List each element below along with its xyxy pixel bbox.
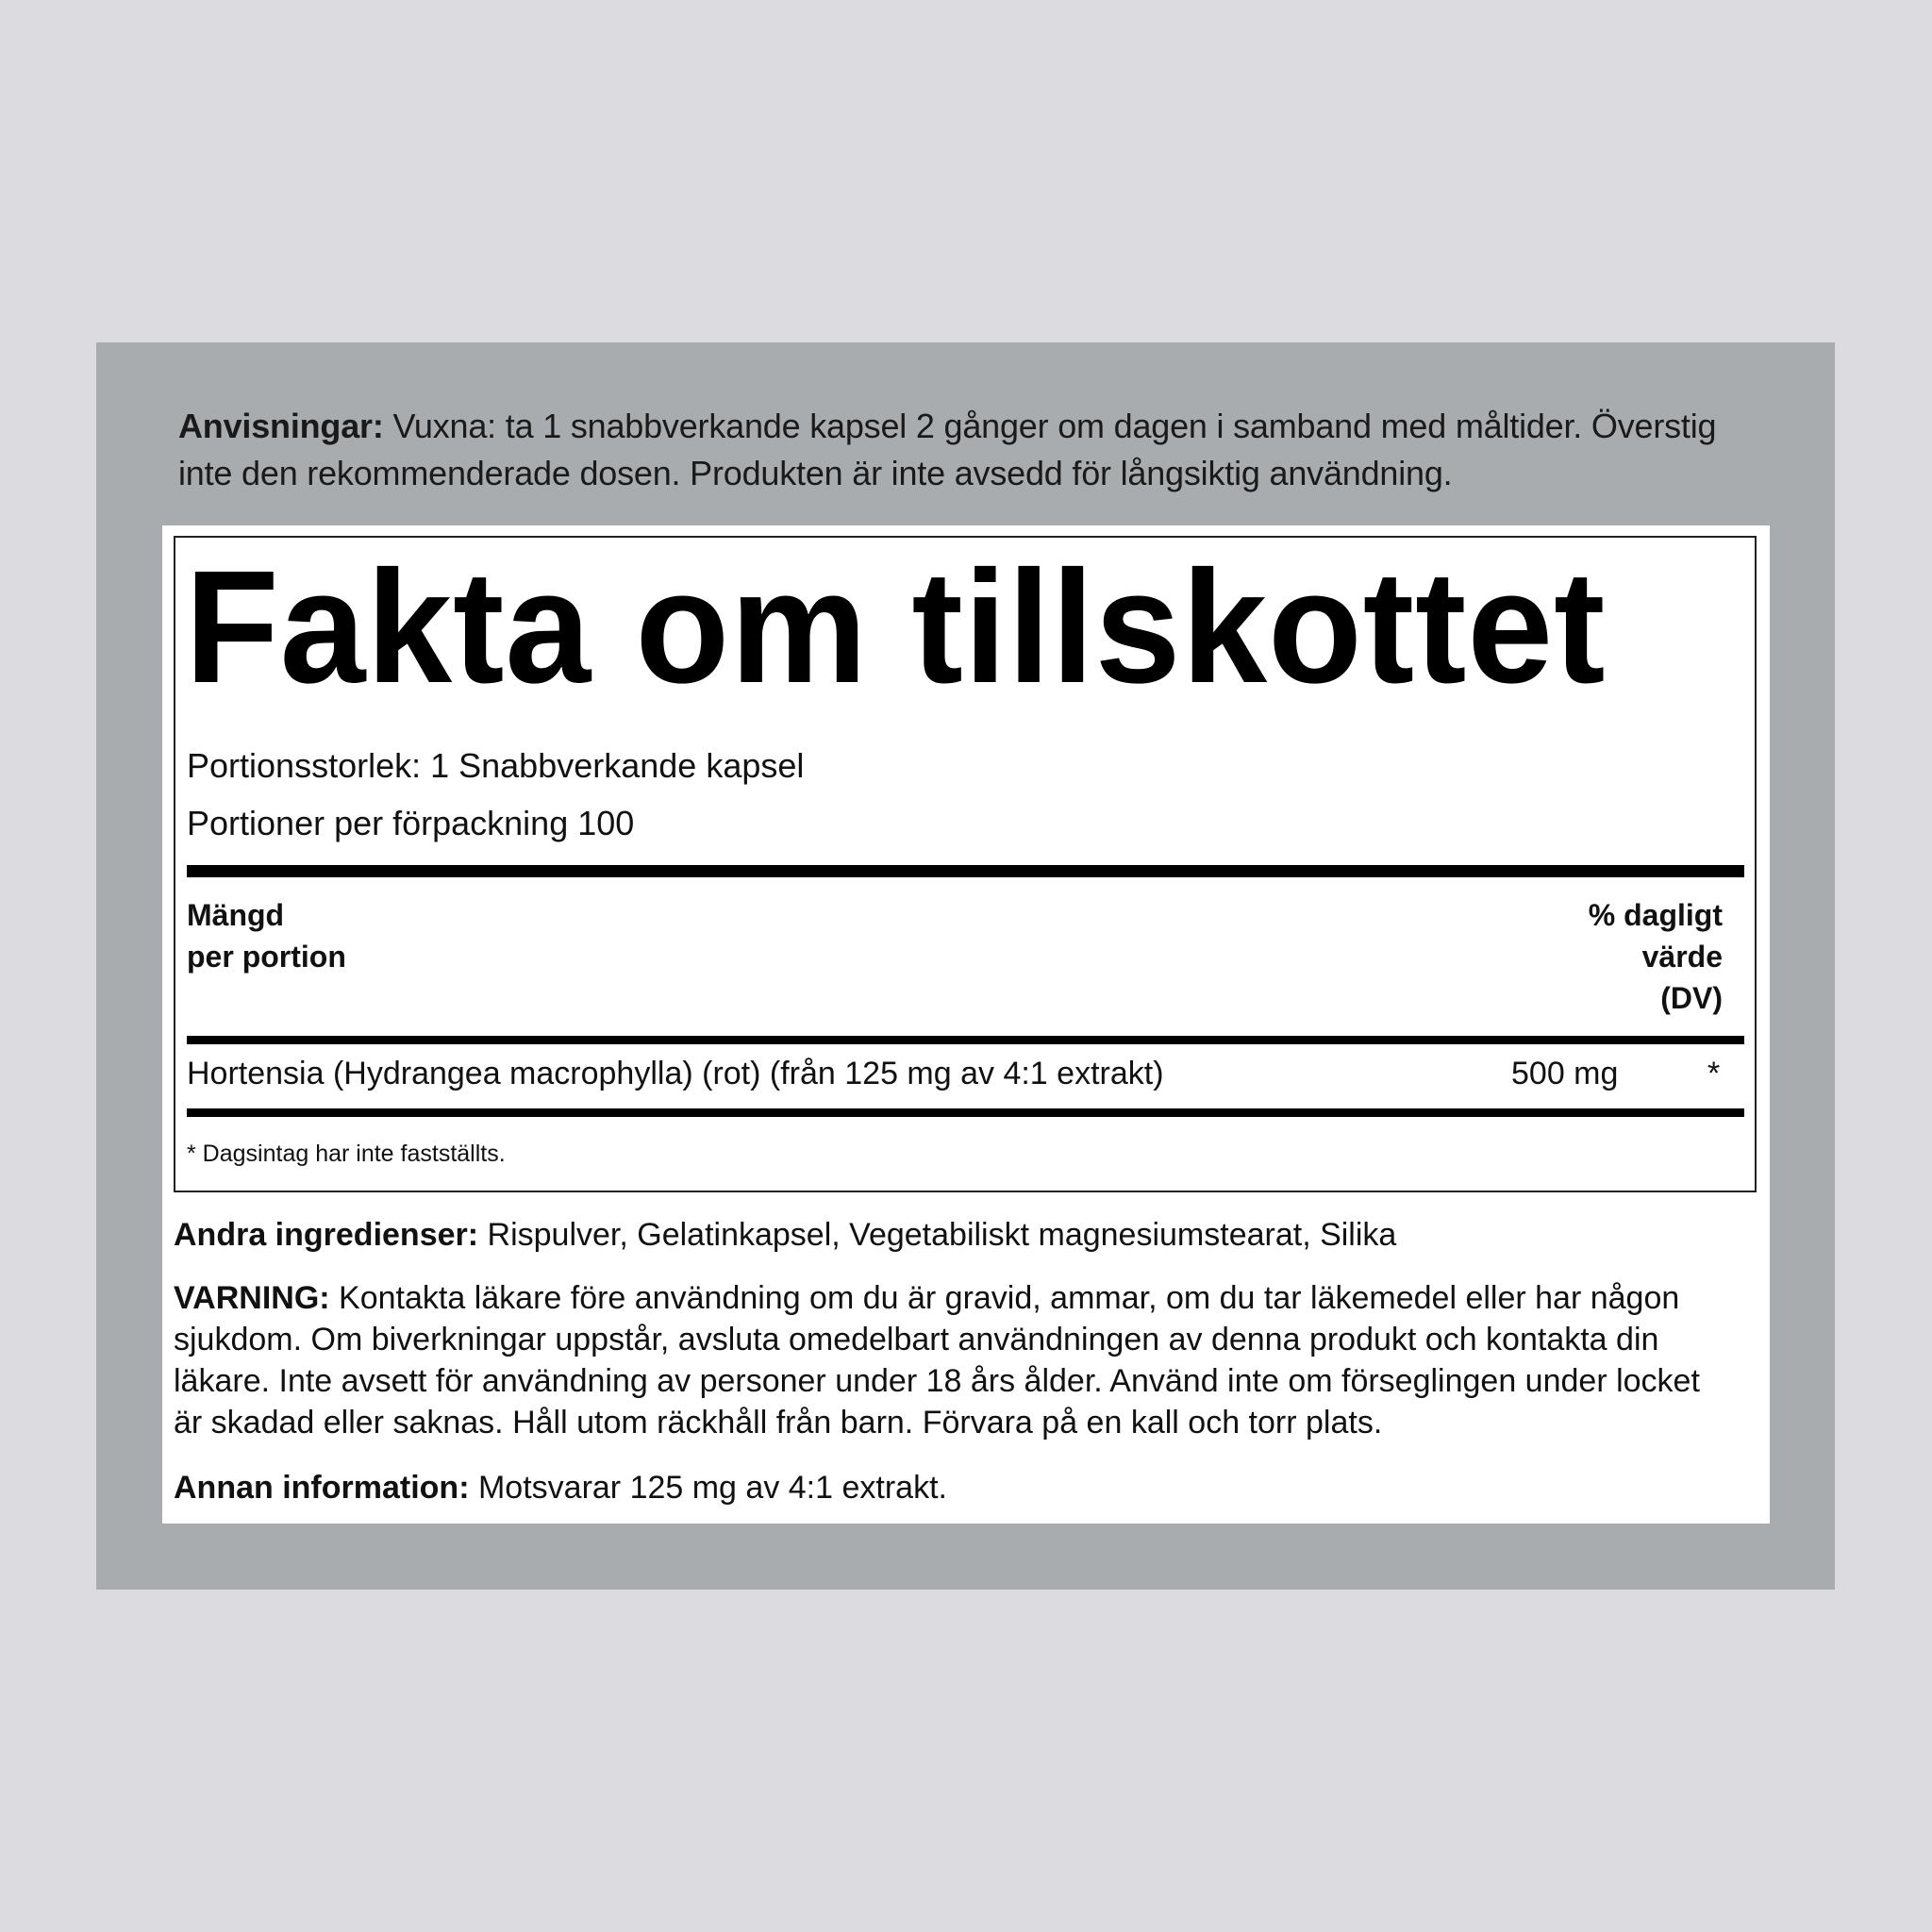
servings-per-container: Portioner per förpackning 100 (187, 804, 635, 842)
warning-body: Kontakta läkare före användning om du är gravid, ammar, om du tar läkemedel eller har någon sjukdom. Om biverkningar uppstår, avsluta omedelbart användningen av denna produkt och kontakta din läkare. Inte avsett för användning av personer under 18 års ålder. Använd inte om förseglingen under locket är skadad eller saknas. Håll utom räckhåll från barn. Förvara på en kall och torr plats. (174, 1280, 1700, 1441)
amount-header-line1: Mängd (187, 898, 285, 932)
directions-body: Vuxna: ta 1 snabbverkande kapsel 2 gånger om dagen i samband med måltider. Överstig inte den rekommenderade dosen. Produkten är inte avsedd för långsiktig användning. (178, 407, 1717, 492)
amount-per-serving-header (187, 894, 346, 977)
facts-footnote: * Dagsintag har inte fastställts. (187, 1141, 506, 1167)
other-ingredients-label: Andra ingredienser: (174, 1217, 479, 1253)
serving-size: Portionsstorlek: 1 Snabbverkande kapsel (187, 746, 805, 785)
dv-header-line3: (DV) (1660, 981, 1723, 1015)
other-information-label: Annan information: (174, 1470, 470, 1506)
bottom-divider (187, 1108, 1744, 1117)
dv-header-line1: % dagligt (1588, 898, 1723, 932)
amount-header-line2: per portion (187, 940, 346, 974)
thick-divider (187, 865, 1744, 877)
dv-header-line2: värde (1641, 940, 1723, 974)
ingredient-dv: * (1707, 1056, 1721, 1091)
directions-label: Anvisningar: (178, 407, 384, 445)
warning-text (174, 1277, 1730, 1443)
ingredient-amount: 500 mg (1511, 1056, 1619, 1091)
medium-divider (187, 1036, 1744, 1044)
warning-label: VARNING: (174, 1280, 330, 1316)
other-ingredients (174, 1214, 1730, 1256)
daily-value-header (1477, 894, 1723, 1019)
other-ingredients-body: Rispulver, Gelatinkapsel, Vegetabiliskt magnesiumstearat, Silika (478, 1217, 1397, 1253)
supplement-facts-title: Fakta om tillskottet (185, 538, 1607, 717)
ingredient-name: Hortensia (Hydrangea macrophylla) (rot) (från 125 mg av 4:1 extrakt) (187, 1056, 1164, 1091)
directions-text (178, 403, 1725, 497)
other-information (174, 1467, 1730, 1508)
other-information-body: Motsvarar 125 mg av 4:1 extrakt. (469, 1470, 947, 1506)
